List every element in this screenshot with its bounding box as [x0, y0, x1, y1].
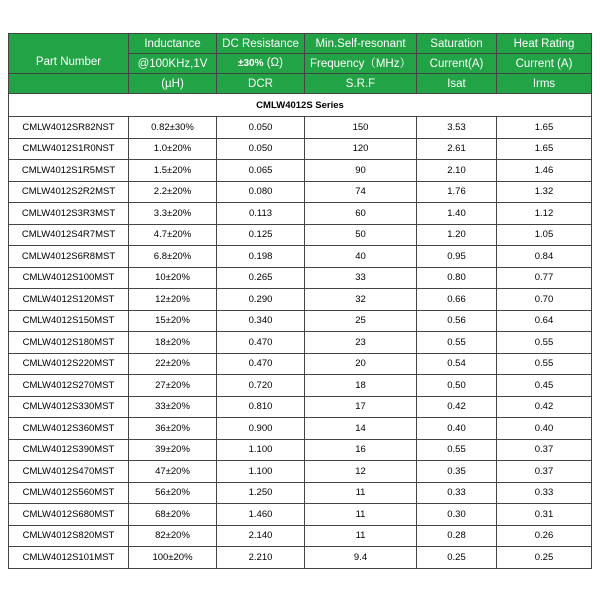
table-row: [9, 418, 592, 440]
table-row: [9, 439, 592, 461]
header-dcr-line1: DC Resistance: [217, 34, 305, 54]
cell-inductance: 56±20%: [129, 482, 217, 504]
cell-srf: 14: [305, 418, 417, 440]
cell-dcr: 1.100: [217, 439, 305, 461]
cell-isat: 1.76: [417, 181, 497, 203]
cell-part-number: CMLW4012S120MST: [9, 289, 129, 311]
cell-dcr: 0.050: [217, 138, 305, 160]
cell-inductance: 0.82±30%: [129, 117, 217, 139]
table-row: [9, 353, 592, 375]
cell-part-number: CMLW4012S560MST: [9, 482, 129, 504]
cell-srf: 120: [305, 138, 417, 160]
cell-inductance: 100±20%: [129, 547, 217, 569]
cell-inductance: 36±20%: [129, 418, 217, 440]
cell-isat: 1.20: [417, 224, 497, 246]
cell-srf: 74: [305, 181, 417, 203]
cell-irms: 0.26: [497, 525, 592, 547]
cell-inductance: 6.8±20%: [129, 246, 217, 268]
table-row: [9, 396, 592, 418]
header-irms-line3: Irms: [497, 74, 592, 94]
table-row: [9, 482, 592, 504]
table-row: [9, 375, 592, 397]
cell-srf: 33: [305, 267, 417, 289]
cell-part-number: CMLW4012S820MST: [9, 525, 129, 547]
cell-part-number: CMLW4012S2R2MST: [9, 181, 129, 203]
cell-dcr: 0.080: [217, 181, 305, 203]
cell-isat: 0.55: [417, 332, 497, 354]
cell-isat: 1.40: [417, 203, 497, 225]
cell-inductance: 18±20%: [129, 332, 217, 354]
cell-irms: 1.65: [497, 138, 592, 160]
header-isat-line2: Current(A): [417, 54, 497, 74]
series-row: [9, 94, 592, 117]
cell-isat: 0.66: [417, 289, 497, 311]
cell-dcr: 0.810: [217, 396, 305, 418]
header-inductance-line1: Inductance: [129, 34, 217, 54]
cell-part-number: CMLW4012S330MST: [9, 396, 129, 418]
cell-part-number: CMLW4012S100MST: [9, 267, 129, 289]
header-inductance-line3: (µH): [129, 74, 217, 94]
cell-srf: 16: [305, 439, 417, 461]
cell-part-number: CMLW4012S6R8MST: [9, 246, 129, 268]
cell-irms: 1.65: [497, 117, 592, 139]
table-row: [9, 224, 592, 246]
cell-dcr: 0.125: [217, 224, 305, 246]
cell-dcr: 0.265: [217, 267, 305, 289]
series-label: CMLW4012S Series: [9, 94, 592, 117]
cell-srf: 11: [305, 482, 417, 504]
cell-srf: 60: [305, 203, 417, 225]
cell-inductance: 3.3±20%: [129, 203, 217, 225]
cell-irms: 0.77: [497, 267, 592, 289]
cell-dcr: 0.113: [217, 203, 305, 225]
table-row: [9, 160, 592, 182]
cell-isat: 0.25: [417, 547, 497, 569]
cell-part-number: CMLW4012SR82NST: [9, 117, 129, 139]
inductor-spec-table: [8, 33, 592, 569]
cell-isat: 0.40: [417, 418, 497, 440]
cell-isat: 0.95: [417, 246, 497, 268]
cell-inductance: 68±20%: [129, 504, 217, 526]
cell-irms: 0.84: [497, 246, 592, 268]
cell-isat: 0.54: [417, 353, 497, 375]
table-row: [9, 181, 592, 203]
cell-irms: 0.45: [497, 375, 592, 397]
cell-part-number: CMLW4012S680MST: [9, 504, 129, 526]
cell-irms: 0.25: [497, 547, 592, 569]
cell-isat: 0.30: [417, 504, 497, 526]
cell-part-number: CMLW4012S1R0NST: [9, 138, 129, 160]
cell-dcr: 2.210: [217, 547, 305, 569]
cell-dcr: 0.198: [217, 246, 305, 268]
header-part-number-blank: [9, 74, 129, 94]
table-row: [9, 547, 592, 569]
cell-srf: 50: [305, 224, 417, 246]
cell-part-number: CMLW4012S270MST: [9, 375, 129, 397]
cell-inductance: 33±20%: [129, 396, 217, 418]
cell-inductance: 39±20%: [129, 439, 217, 461]
cell-isat: 2.61: [417, 138, 497, 160]
cell-part-number: CMLW4012S101MST: [9, 547, 129, 569]
cell-inductance: 82±20%: [129, 525, 217, 547]
table-row: [9, 504, 592, 526]
cell-srf: 9.4: [305, 547, 417, 569]
cell-inductance: 2.2±20%: [129, 181, 217, 203]
header-srf-line3: S.R.F: [305, 74, 417, 94]
header-isat-line1: Saturation: [417, 34, 497, 54]
cell-isat: 0.50: [417, 375, 497, 397]
table-row: [9, 310, 592, 332]
cell-irms: 0.37: [497, 439, 592, 461]
cell-dcr: 2.140: [217, 525, 305, 547]
cell-srf: 32: [305, 289, 417, 311]
header-dcr-unit: (Ω): [266, 57, 283, 69]
cell-irms: 0.55: [497, 332, 592, 354]
cell-srf: 11: [305, 525, 417, 547]
cell-inductance: 4.7±20%: [129, 224, 217, 246]
table-row: [9, 203, 592, 225]
cell-irms: 1.05: [497, 224, 592, 246]
cell-inductance: 22±20%: [129, 353, 217, 375]
cell-dcr: 1.460: [217, 504, 305, 526]
table-header: [9, 34, 592, 94]
cell-part-number: CMLW4012S390MST: [9, 439, 129, 461]
header-dcr-line3: DCR: [217, 74, 305, 94]
cell-dcr: 0.290: [217, 289, 305, 311]
cell-inductance: 27±20%: [129, 375, 217, 397]
cell-srf: 11: [305, 504, 417, 526]
table-body: [9, 94, 592, 569]
cell-isat: 0.56: [417, 310, 497, 332]
cell-part-number: CMLW4012S470MST: [9, 461, 129, 483]
cell-isat: 0.55: [417, 439, 497, 461]
cell-isat: 2.10: [417, 160, 497, 182]
cell-inductance: 47±20%: [129, 461, 217, 483]
cell-part-number: CMLW4012S4R7MST: [9, 224, 129, 246]
cell-isat: 3.53: [417, 117, 497, 139]
table-row: [9, 332, 592, 354]
cell-srf: 18: [305, 375, 417, 397]
cell-dcr: 0.050: [217, 117, 305, 139]
cell-isat: 0.80: [417, 267, 497, 289]
cell-inductance: 1.5±20%: [129, 160, 217, 182]
header-srf-line2: Frequency（MHz）: [305, 54, 417, 74]
cell-dcr: 0.065: [217, 160, 305, 182]
cell-isat: 0.28: [417, 525, 497, 547]
cell-isat: 0.33: [417, 482, 497, 504]
cell-irms: 1.12: [497, 203, 592, 225]
cell-srf: 20: [305, 353, 417, 375]
cell-inductance: 10±20%: [129, 267, 217, 289]
cell-dcr: 1.250: [217, 482, 305, 504]
cell-irms: 1.32: [497, 181, 592, 203]
cell-isat: 0.42: [417, 396, 497, 418]
cell-irms: 1.46: [497, 160, 592, 182]
table-row: [9, 138, 592, 160]
cell-irms: 0.37: [497, 461, 592, 483]
cell-srf: 17: [305, 396, 417, 418]
cell-irms: 0.40: [497, 418, 592, 440]
cell-dcr: 1.100: [217, 461, 305, 483]
header-irms-line2: Current (A): [497, 54, 592, 74]
header-part-number: Part Number: [9, 34, 129, 74]
cell-irms: 0.31: [497, 504, 592, 526]
header-srf-line1: Min.Self-resonant: [305, 34, 417, 54]
cell-dcr: 0.900: [217, 418, 305, 440]
cell-irms: 0.55: [497, 353, 592, 375]
table-row: [9, 267, 592, 289]
table-row: [9, 289, 592, 311]
cell-srf: 90: [305, 160, 417, 182]
cell-dcr: 0.470: [217, 353, 305, 375]
cell-irms: 0.33: [497, 482, 592, 504]
cell-irms: 0.42: [497, 396, 592, 418]
header-dcr-line2: [217, 54, 305, 74]
cell-srf: 25: [305, 310, 417, 332]
cell-part-number: CMLW4012S1R5MST: [9, 160, 129, 182]
cell-inductance: 15±20%: [129, 310, 217, 332]
cell-srf: 23: [305, 332, 417, 354]
cell-part-number: CMLW4012S220MST: [9, 353, 129, 375]
cell-irms: 0.70: [497, 289, 592, 311]
table-row: [9, 525, 592, 547]
table-row: [9, 461, 592, 483]
cell-srf: 12: [305, 461, 417, 483]
cell-part-number: CMLW4012S150MST: [9, 310, 129, 332]
cell-irms: 0.64: [497, 310, 592, 332]
cell-dcr: 0.720: [217, 375, 305, 397]
cell-part-number: CMLW4012S3R3MST: [9, 203, 129, 225]
cell-isat: 0.35: [417, 461, 497, 483]
header-inductance-line2: @100KHz,1V: [129, 54, 217, 74]
cell-srf: 150: [305, 117, 417, 139]
cell-srf: 40: [305, 246, 417, 268]
cell-part-number: CMLW4012S360MST: [9, 418, 129, 440]
header-isat-line3: Isat: [417, 74, 497, 94]
header-dcr-tolerance: ±30%: [238, 58, 264, 69]
cell-inductance: 12±20%: [129, 289, 217, 311]
cell-inductance: 1.0±20%: [129, 138, 217, 160]
cell-dcr: 0.470: [217, 332, 305, 354]
table-row: [9, 246, 592, 268]
table-row: [9, 117, 592, 139]
header-irms-line1: Heat Rating: [497, 34, 592, 54]
cell-part-number: CMLW4012S180MST: [9, 332, 129, 354]
cell-dcr: 0.340: [217, 310, 305, 332]
